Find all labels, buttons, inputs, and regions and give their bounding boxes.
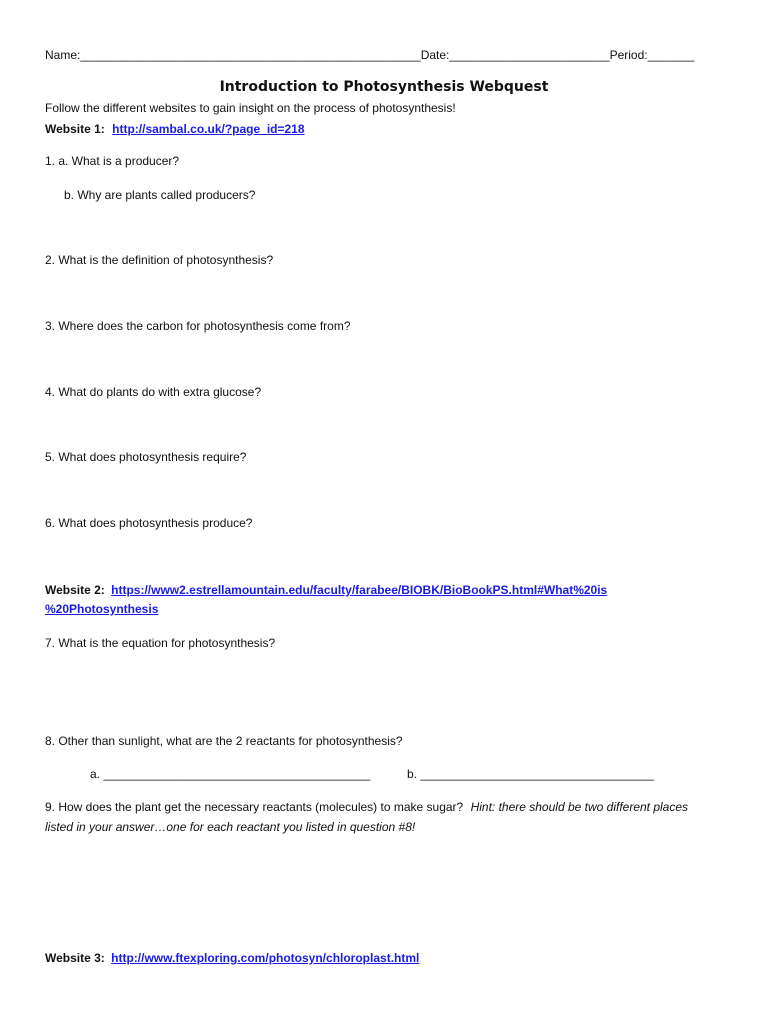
website-1-label: Website 1: xyxy=(45,122,105,136)
website-3-label: Website 3: xyxy=(45,951,105,965)
website-2-row xyxy=(45,583,607,597)
website-2-link[interactable]: https://www2.estrellamountain.edu/faculty/farabee/BIOBK/BioBookPS.html#What%20is xyxy=(111,583,608,597)
answer-8a-blank[interactable]: a. ________________________________________ xyxy=(90,767,371,781)
question-9-text: 9. How does the plant get the necessary reactants (molecules) to make sugar? xyxy=(45,800,464,814)
question-8: 8. Other than sunlight, what are the 2 reactants for photosynthesis? xyxy=(45,734,403,748)
question-2: 2. What is the definition of photosynthesis? xyxy=(45,253,274,267)
website-2-label: Website 2: xyxy=(45,583,105,597)
website-2-link-tail[interactable]: %20Photosynthesis xyxy=(45,602,159,616)
question-9 xyxy=(45,800,688,814)
name-date-period-line[interactable]: Name:___________________________________________________Date:________________________Period:_______ xyxy=(45,48,695,62)
question-9-hint: Hint: there should be two different places xyxy=(470,800,689,814)
answer-8b-blank[interactable]: b. ___________________________________ xyxy=(407,767,654,781)
page-title: Introduction to Photosynthesis Webquest xyxy=(219,79,549,95)
website-1-link[interactable]: http://sambal.co.uk/?page_id=218 xyxy=(112,122,305,136)
website-1-row xyxy=(45,122,305,136)
question-1b: b. Why are plants called producers? xyxy=(64,188,256,202)
website-3-row xyxy=(45,951,419,965)
question-3: 3. Where does the carbon for photosynthesis come from? xyxy=(45,319,351,333)
intro-text: Follow the different websites to gain insight on the process of photosynthesis! xyxy=(45,101,456,115)
question-5: 5. What does photosynthesis require? xyxy=(45,450,247,464)
website-2-link-continued xyxy=(45,602,158,616)
question-6: 6. What does photosynthesis produce? xyxy=(45,516,253,530)
question-7: 7. What is the equation for photosynthesis? xyxy=(45,636,276,650)
question-9-hint-continued: listed in your answer…one for each reactant you listed in question #8! xyxy=(45,820,416,834)
question-4: 4. What do plants do with extra glucose? xyxy=(45,385,262,399)
question-1a: 1. a. What is a producer? xyxy=(45,154,180,168)
website-3-link[interactable]: http://www.ftexploring.com/photosyn/chloroplast.html xyxy=(111,951,420,965)
